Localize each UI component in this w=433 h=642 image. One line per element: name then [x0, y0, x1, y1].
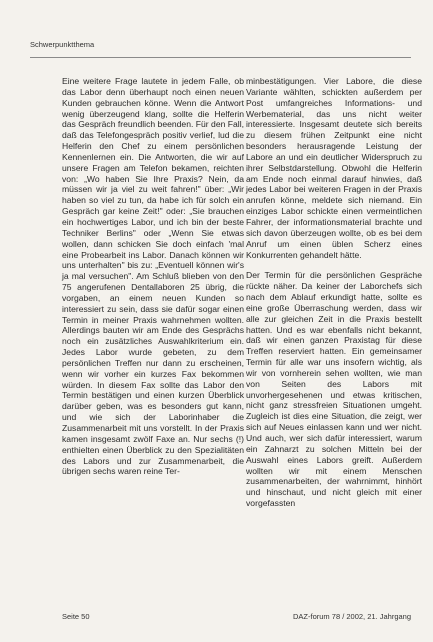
header-divider: [30, 57, 411, 58]
journal-info: DAZ-forum 78 / 2002, 21. Jahrgang: [293, 612, 411, 621]
paragraph: Eine weitere Frage lautete in jedem Falle, ob das Labor denn überhaupt noch einen neuen Kunden gebrauchen könne. Wenn die Antwort wenig überzeugend klang, sollte die Helferin das Gespräch freundlich beenden. Für den Fall, daß das Telefongespräch positiv verlief, lud die Helferin den Chef zu einem persönlichen Kennenlernen ein. Die Antworten, die wir auf unsere Fragen am Telefon bekamen, reichten von: „Wo haben Sie Ihre Praxis? Nein, da müssen wir ja viel zu weit fahren!" über: „Wir haben so viel zu tun, da habe ich für solch ein Gespräch gar keine Zeit!" oder: „Sie brauchen ein hochwertiges Labor, und ich bin der beste Techniker Berlins" oder „Wenn Sie etwas wollen, dann schicken Sie doch einfach 'mal eine Probearbeit ins Labor. Danach können wir uns unterhalten" bis zu: „Eventuell können wir's ja mal versuchen". Am Schluß blieben von den 75 angerufenen Dentallaboren 25 übrig, die vorgaben, an einem neuen Kunden so interessiert zu sein, dass sie dafür sogar einen Termin in meiner Praxis wahrnehmen wollten. Allerdings bauten wir am Ende des Gesprächs noch ein zusätzliches Auswahlkriterium ein. Jedes Labor wurde gebeten, zu dem persönlichen Treffen nur dann zu erscheinen, wenn wir vorher ein kurzes Fax bekommen würden. In diesem Fax sollte das Labor den Termin bestätigen und einen kurzen Überblick darüber geben, was es besonders gut kann, und wie sich der Laborinhaber die Zusammenarbeit mit uns vorstellt. In der Praxis kamen insgesamt zwölf Faxe an. Nur sechs (!) enthielten einen Überblick zu den Spezialitäten des Labors und zur Zusammenarbeit, die übrigen sechs waren reine Ter-: [62, 76, 245, 477]
text-column-right: [246, 76, 422, 509]
section-header: Schwerpunktthema: [30, 40, 95, 49]
paragraph: Der Termin für die persönlichen Gespräche rückte näher. Da keiner der Laborchefs sich nach dem Ablauf erkundigt hatte, sollte es eine große Überraschung werden, dass wir alle zur gleichen Zeit in die Praxis bestellt hatten. Und es war ebenfalls nicht bekannt, daß wir einen ganzen Praxistag für diese Treffen reserviert hatten. Ein gemeinsamer Termin für alle war uns insofern wichtig, als wir von vornherein sehen wollten, wie man von Seiten des Labors mit unvorhergesehenen und etwas kritischen, nicht ganz stressfreien Situationen umgeht. Zugleich ist dies eine Situation, die zeigt, wer sich auf Neues einlassen kann und wer nicht. Und auch, wer sich dafür interessiert, warum ein Zahnarzt zu solchen Mitteln bei der Auswahl eines Labors greift. Außerdem wollten wir mit einem Menschen zusammenarbeiten, der wahrnimmt, hinhört und hinschaut, und nicht gleich mit einer vorgefassten: [246, 270, 422, 509]
paragraph: minbestätigungen. Vier Labore, die diese Variante wählten, schickten außerdem per Post umfangreiches Informations- und Werbematerial, das uns nicht weiter interessierte. Insgesamt deutete sich bereits zu diesem frühen Zeitpunkt eine nicht besonders herausragende Leistung der Labore an und ein deutlicher Widerspruch zu ihrer Selbstdarstellung. Obwohl die Helferin am Ende noch einmal darauf hinwies, daß jedes Labor bei weiteren Fragen in der Praxis anrufen könne, meldete sich niemand. Ein einziges Labor schickte einen vermeintlichen Fahrer, der informationsmaterial brachte und sich davon überzeugen wollte, ob es bei dem Anruf um einen üblen Scherz eines Konkurrenten gehandelt hätte.: [246, 76, 422, 260]
page-number: Seite 50: [62, 612, 90, 621]
text-column-left: [62, 76, 244, 477]
